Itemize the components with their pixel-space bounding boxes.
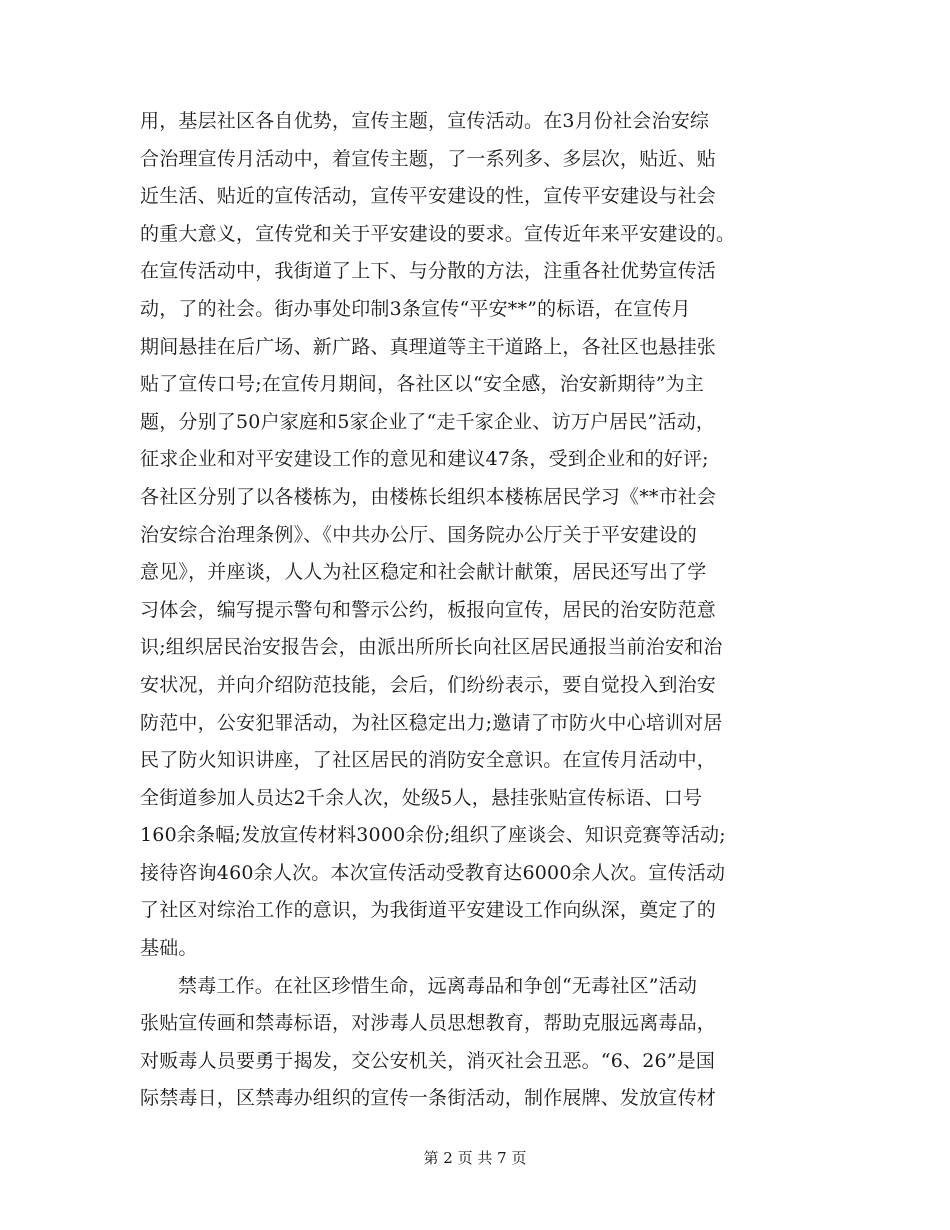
text-line: 期间悬挂在后广场、新广路、真理道等主干道路上，各社区也悬挂张 [140,335,717,358]
text-line: 防范中，公安犯罪活动，为社区稳定出力;邀请了市防火中心培训对居 [140,711,723,734]
text-line: 基础。 [140,937,198,960]
text-line: 用，基层社区各自优势，宣传主题，宣传活动。在3月份社会治安综 [140,110,710,132]
text-line: 习体会，编写提示警句和警示公约，板报向宣传，居民的治安防范意 [140,598,717,621]
text-line: 全街道参加人员达2千余人次，处级5人，悬挂张贴宣传标语、口号 [140,786,703,809]
text-line: 接待咨询460余人次。本次宣传活动受教育达6000余人次。宣传活动 [140,861,726,884]
text-line: 治安综合治理条例》、《中共办公厅、国务院办公厅关于平安建设的 [140,523,698,546]
text-line: 际禁毒日，区禁毒办组织的宣传一条街活动，制作展牌、发放宣传材 [140,1087,717,1110]
text-line: 征求企业和对平安建设工作的意见和建议47条，受到企业和的好评; [140,448,709,471]
text-line: 张贴宣传画和禁毒标语，对涉毒人员思想教育，帮助克服远离毒品， [140,1012,717,1035]
text-line: 各社区分别了以各楼栋为，由楼栋长组织本楼栋居民学习《**市社会 [140,485,717,508]
body-text [140,103,820,1118]
text-line: 在宣传活动中，我街道了上下、与分散的方法，注重各社优势宣传活 [140,260,717,283]
text-line: 题，分别了50户家庭和5家企业了“走千家企业、访万户居民”活动， [140,410,716,433]
text-line: 动，了的社会。街办事处印制3条宣传“平安**”的标语，在宣传月 [140,297,691,320]
text-line: 贴了宣传口号;在宣传月期间，各社区以“安全感，治安新期待”为主 [140,373,705,396]
text-line: 近生活、贴近的宣传活动，宣传平安建设的性，宣传平安建设与社会 [140,185,717,208]
text-line: 安状况，并向介绍防范技能，会后，们纷纷表示，要自觉投入到治安 [140,673,717,696]
page-number-footer: 第 2 页 共 7 页 [423,1149,527,1167]
text-line: 识;组织居民治安报告会，由派出所所长向社区居民通报当前治安和治 [140,636,723,659]
text-line: 意见》，并座谈，人人为社区稳定和社会献计献策，居民还写出了学 [140,561,707,584]
text-line: 的重大意义，宣传党和关于平安建设的要求。宣传近年来平安建设的。 [140,222,736,245]
text-line: 160余条幅;发放宣传材料3000余份;组织了座谈会、知识竞赛等活动; [140,824,726,847]
text-line: 民了防火知识讲座，了社区居民的消防安全意识。在宣传月活动中， [140,749,717,772]
text-line: 禁毒工作。在社区珍惜生命，远离毒品和争创“无毒社区”活动 [178,974,698,997]
text-line: 了社区对综治工作的意识，为我街道平安建设工作向纵深，奠定了的 [140,899,717,922]
text-line: 合治理宣传月活动中，着宣传主题，了一系列多、多层次，贴近、贴 [140,147,717,170]
text-line: 对贩毒人员要勇于揭发，交公安机关，消灭社会丑恶。“6、26”是国 [140,1049,716,1072]
